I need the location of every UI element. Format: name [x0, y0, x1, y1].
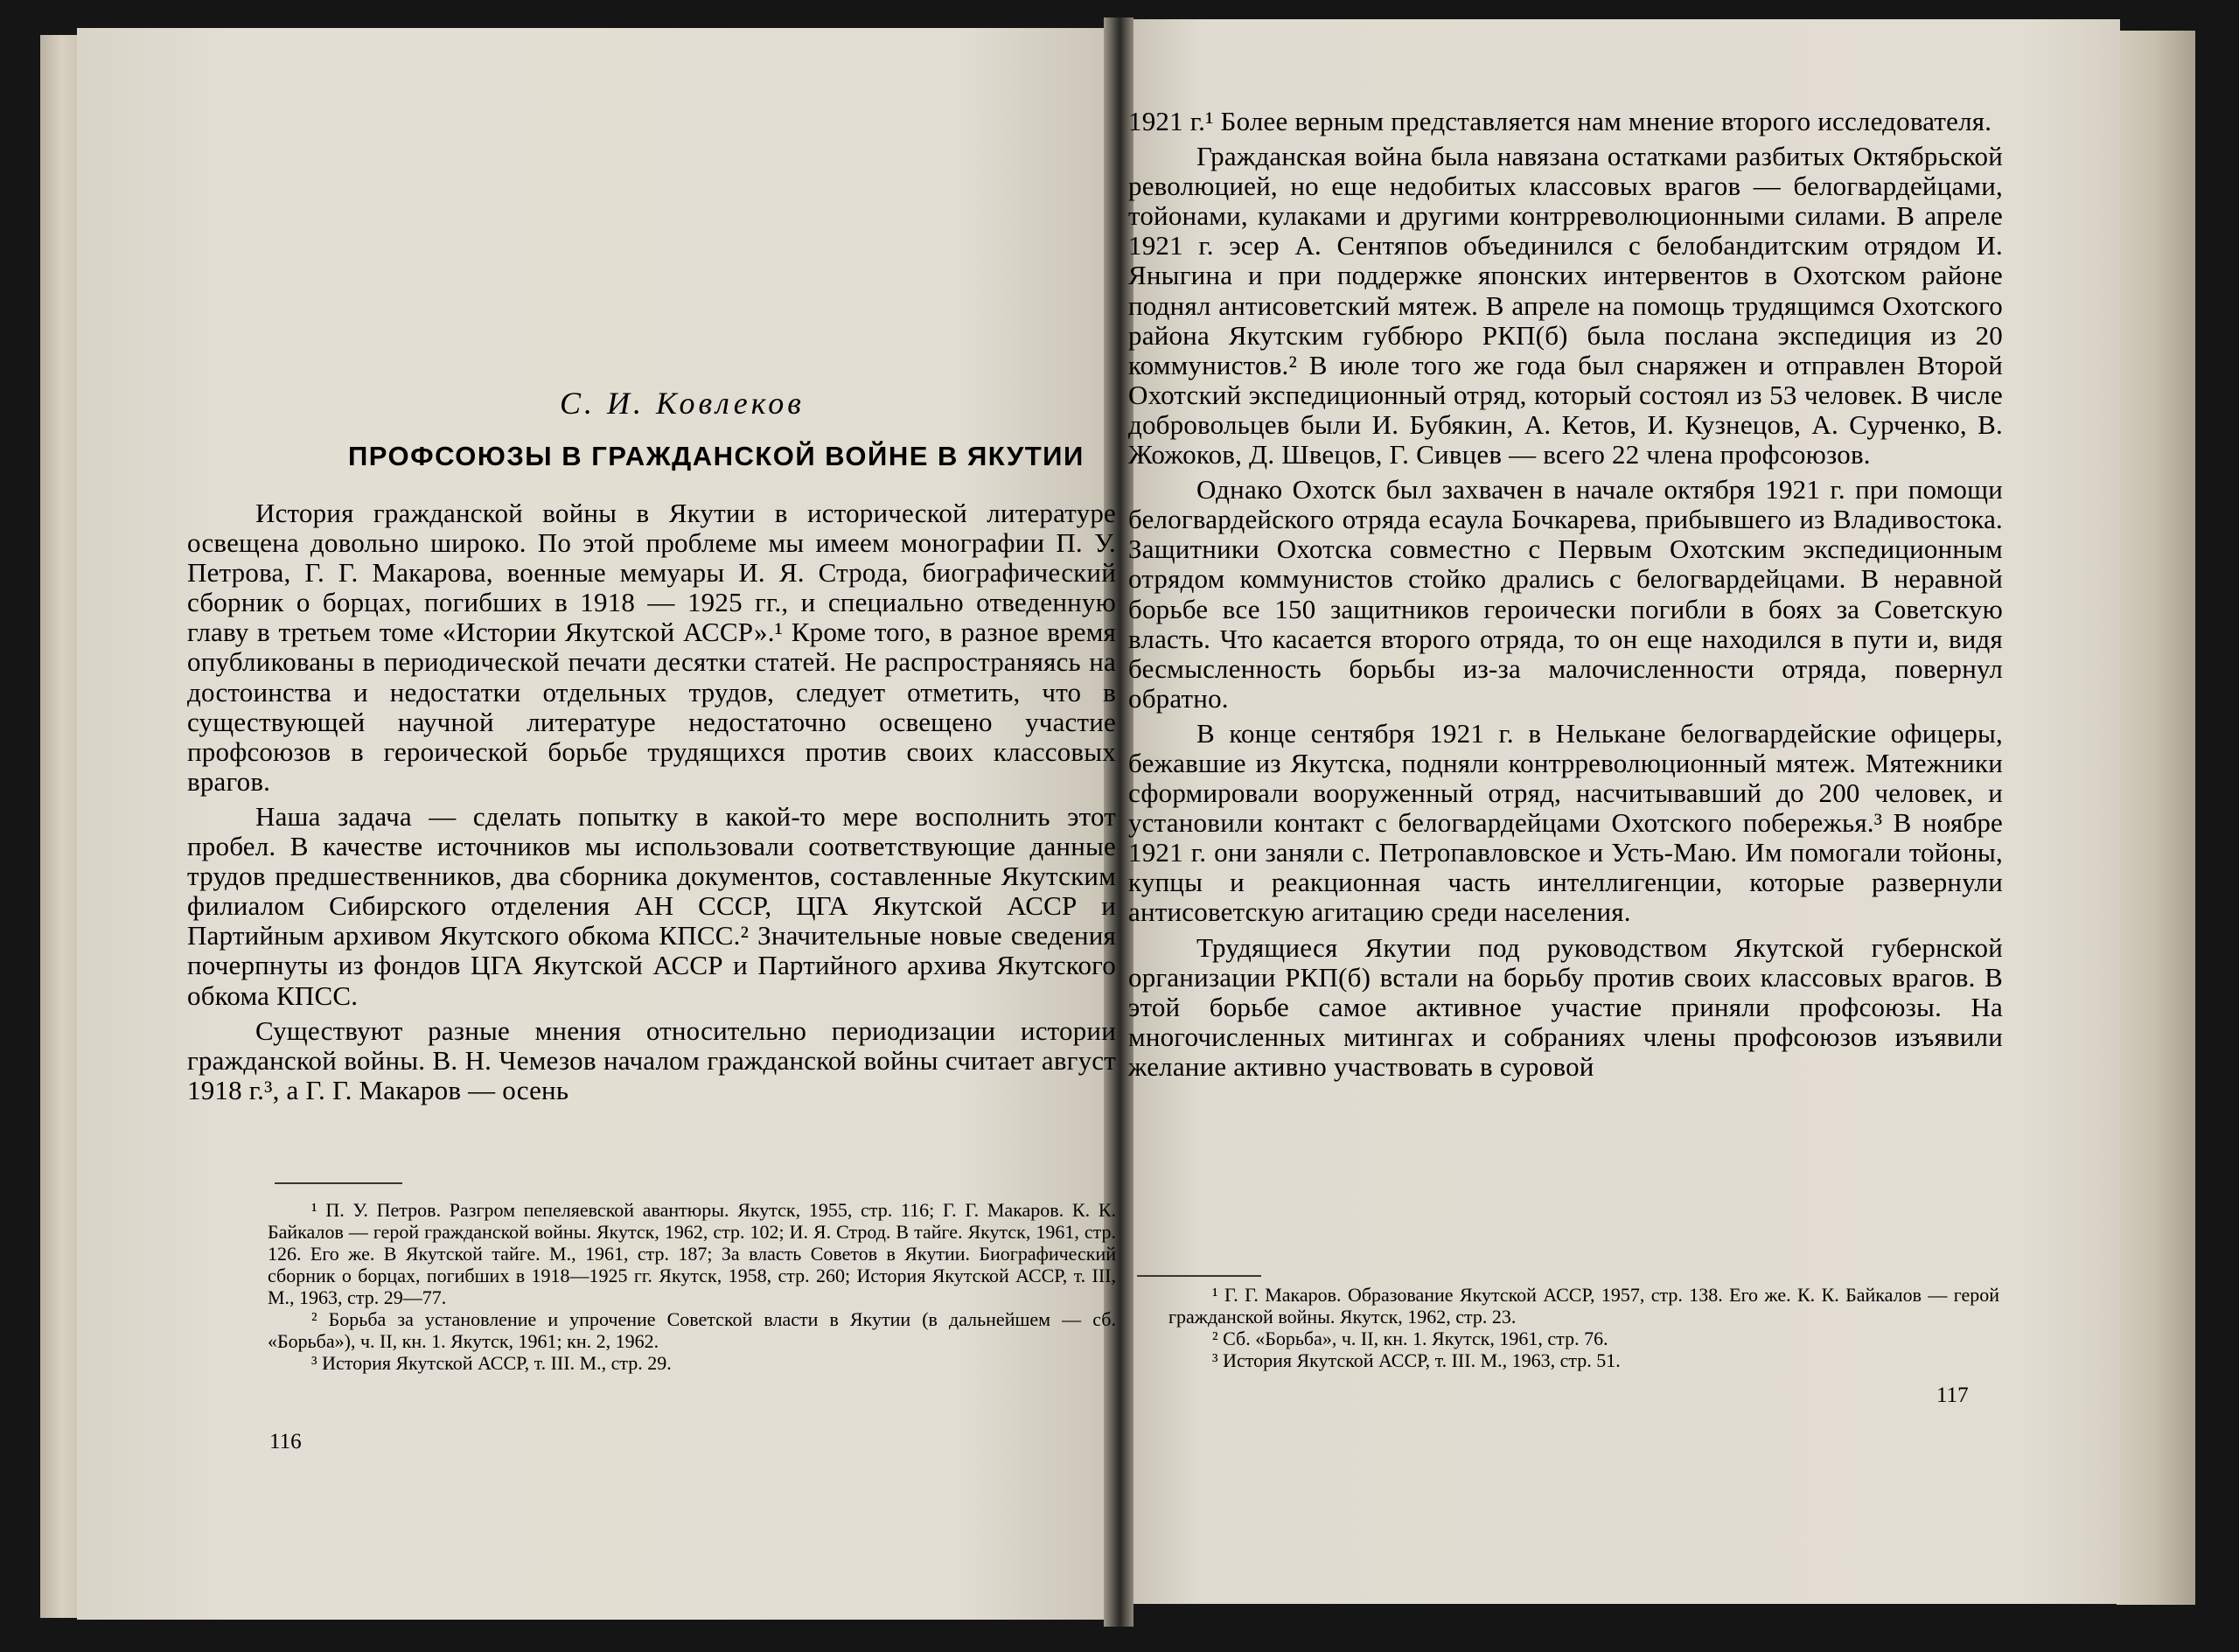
footnote: ³ История Якутской АССР, т. III. М., 1963, стр. 51.: [1212, 1349, 1621, 1371]
footnote: ¹ П. У. Петров. Разгром пепеляевской авантюры. Якутск, 1955, стр. 116; Г. Г. Макаров. К. К. Байкалов — герой гражданской войны. Якутск, 1962, стр. 102; И. Я. Строд. В тайге. Якутск, 1961, стр. 126. Его же. В Якутской тайге. М., 1961, стр. 187; За власть Советов в Якутии. Биографический сборник о борцах, погибших в 1918—1925 гг. Якутск, 1958, стр. 260; История Якутской АССР, т. III, М., 1963, стр. 29—77.: [268, 1199, 1116, 1308]
right-footnotes: [1168, 1284, 1999, 1371]
left-footnotes: [268, 1199, 1116, 1374]
paragraph: В конце сентября 1921 г. в Нелькане белогвардейские офицеры, бежавшие из Якутска, подняли контрреволюционный мятеж. Мятежники сформировали вооруженный отряд, насчитывавший до 200 человек, и установили контакт с белогвардейцами Охотского побережья.³ В ноябре 1921 г. они заняли с. Петропавловское и Усть-Маю. Им помогали тойоны, купцы и реакционная часть интеллигенции, которые развернули антисоветскую агитацию среди населения.: [1128, 717, 2003, 928]
article-title: ПРОФСОЮЗЫ В ГРАЖДАНСКОЙ ВОЙНЕ В ЯКУТИИ: [348, 441, 1085, 471]
footnote: ² Сб. «Борьба», ч. II, кн. 1. Якутск, 1961, стр. 76.: [1212, 1328, 1608, 1349]
left-body-text: [187, 498, 1116, 1105]
footnote: ² Борьба за установление и упрочение Советской власти в Якутии (в дальнейшем — сб. «Борьба»), ч. II, кн. 1. Якутск, 1961; кн. 2, 1962.: [268, 1308, 1116, 1352]
page-number-right: 117: [1936, 1384, 1969, 1407]
article-author: С. И. Ковлеков: [560, 386, 805, 421]
paragraph: 1921 г.¹ Более верным представляется нам мнение второго исследователя.: [1128, 106, 1992, 136]
paragraph: Однако Охотск был захвачен в начале октября 1921 г. при помощи белогвардейского отряда есаула Бочкарева, прибывшего из Владивостока. Защитники Охотска совместно с Первым Охотским экспедиционным отрядом коммунистов стойко дрались с белогвардейцами. В неравной борьбе все 150 защитников героически погибли в боях за Советскую власть. Что касается второго отряда, то он еще находился в пути и, видя бесмысленность борьбы из-за малочисленности отряда, повернул обратно.: [1128, 474, 2003, 714]
paragraph: Существуют разные мнения относительно периодизации истории гражданской войны. В. Н. Чемезов началом гражданской войны считает август 1918 г.³, а Г. Г. Макаров — осень: [187, 1014, 1116, 1105]
paragraph: Наша задача — сделать попытку в какой-то мере восполнить этот пробел. В качестве источников мы использовали соответствующие данные трудов предшественников, два сборника документов, составленные Якутским филиалом Сибирского отделения АН СССР, ЦГА Якутской АССР и Партийным архивом Якутского обкома КПСС.² Значительные новые сведения почерпнуты из фондов ЦГА Якутской АССР и Партийного архива Якутского обкома КПСС.: [187, 800, 1116, 1011]
right-page-edges: [2117, 31, 2195, 1605]
footnote-divider: [275, 1182, 402, 1184]
footnote-divider: [1137, 1275, 1261, 1277]
footnote: ³ История Якутской АССР, т. III. М., стр. 29.: [311, 1352, 672, 1374]
paragraph: Гражданская война была навязана остатками разбитых Октябрьской революцией, но еще недобитых классовых врагов — белогвардейцами, тойонами, кулаками и другими контрреволюционными силами. В апреле 1921 г. эсер А. Сентяпов объединился с белобандитским отрядом И. Яныгина и при поддержке японских интервентов в Охотском районе поднял антисоветский мятеж. В апреле на помощь трудящимся Охотского района Якутским губбюро РКП(б) была послана экспедиция из 20 коммунистов.² В июле того же года был снаряжен и отправлен Второй Охотский экспедиционный отряд, который состоял из 53 человек. В числе добровольцев были И. Бубякин, А. Кетов, И. Кузнецов, А. Сурченко, В. Жожоков, Д. Швецов, Г. Сивцев — всего 22 члена профсоюзов.: [1128, 141, 2003, 471]
paragraph: Трудящиеся Якутии под руководством Якутской губернской организации РКП(б) встали на борьбу против своих классовых врагов. В этой борьбе самое активное участие приняли профсоюзы. На многочисленных митингах и собраниях члены профсоюзов изъявили желание активно участвовать в суровой: [1128, 931, 2003, 1082]
page-number-left: 116: [269, 1430, 302, 1453]
right-body-text: [1128, 107, 2003, 1082]
footnote: ¹ Г. Г. Макаров. Образование Якутской АССР, 1957, стр. 138. Его же. К. К. Байкалов — герой гражданской войны. Якутск, 1962, стр. 23.: [1168, 1284, 1999, 1328]
paragraph: История гражданской войны в Якутии в исторической литературе освещена довольно широко. По этой проблеме мы имеем монографии П. У. Петрова, Г. Г. Макарова, военные мемуары И. Я. Строда, биографический сборник о борцах, погибших в 1918 — 1925 гг., и специально отведенную главу в третьем томе «Истории Якутской АССР».¹ Кроме того, в разное время опубликованы в периодической печати десятки статей. Не распространяясь на достоинства и недостатки отдельных трудов, следует отметить, что в существующей научной литературе недостаточно освещено участие профсоюзов в героической борьбе трудящихся против своих классовых врагов.: [187, 498, 1116, 797]
